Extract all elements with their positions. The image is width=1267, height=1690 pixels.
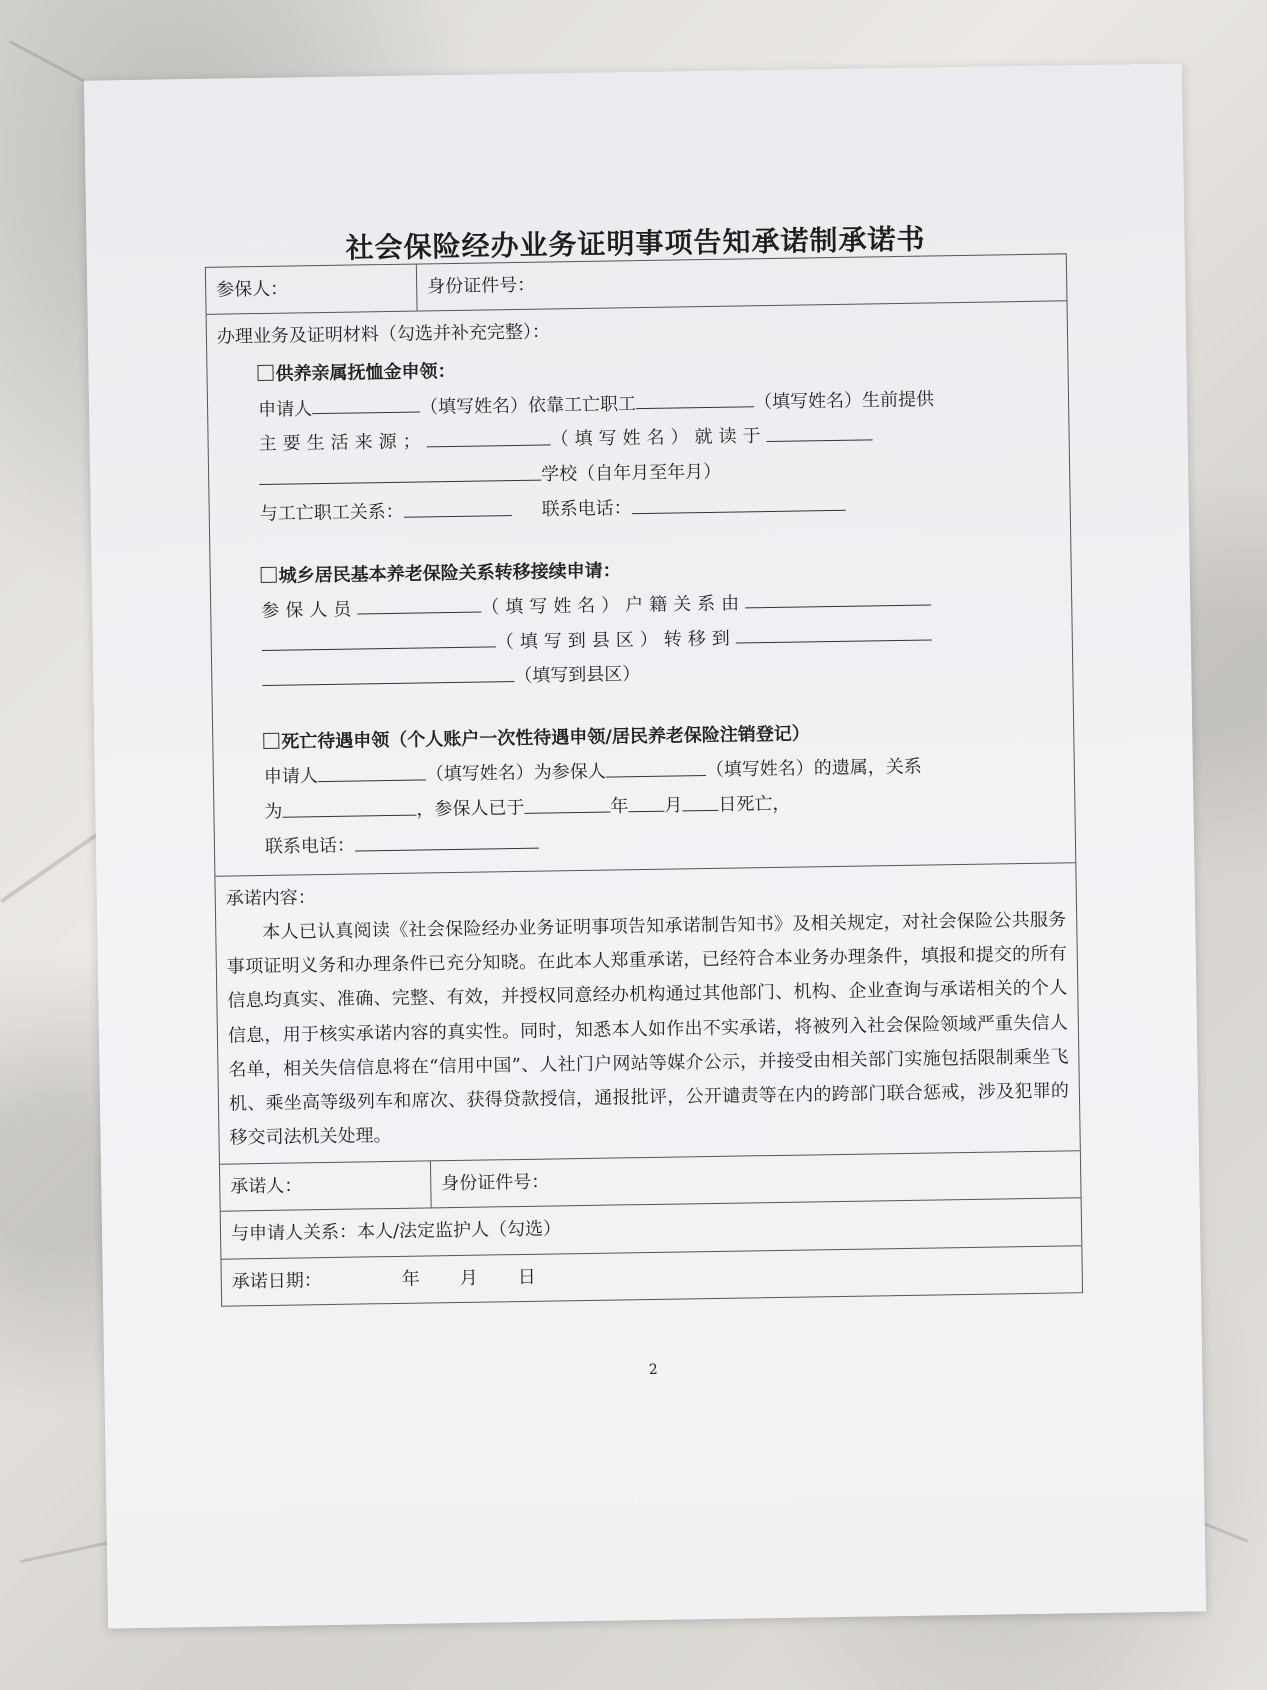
insured-cell[interactable] bbox=[206, 265, 417, 314]
s1-relation-label: 与工亡职工关系： bbox=[259, 501, 404, 525]
insured-label: 参保人： bbox=[216, 278, 289, 301]
s2-transfer-to-text: （填写到县区）转移到 bbox=[495, 627, 736, 653]
s3-applicant-label: 申请人 bbox=[263, 766, 319, 788]
date-day-label: 日 bbox=[517, 1266, 536, 1288]
s1-name-blank[interactable] bbox=[426, 423, 550, 448]
page-number: 2 bbox=[648, 1361, 658, 1379]
s3-died-on-text: ，参保人已于 bbox=[416, 797, 525, 821]
s2-county-text: （填写到县区） bbox=[514, 664, 641, 688]
s3-survivor-text: （填写姓名）的遗属，关系 bbox=[705, 756, 922, 782]
death-benefit-title: 死亡待遇申领（个人账户一次性待遇申领/居民养老保险注销登记） bbox=[281, 723, 811, 753]
s2-from-blank-1[interactable] bbox=[745, 583, 931, 609]
s3-year-label: 年 bbox=[610, 796, 629, 818]
s1-school-blank-2[interactable] bbox=[259, 458, 541, 485]
s3-month-blank[interactable] bbox=[628, 789, 664, 812]
document-title: 社会保险经办业务证明事项告知承诺制承诺书 bbox=[345, 222, 926, 265]
s3-phone-blank[interactable] bbox=[355, 826, 539, 851]
s1-phone-blank[interactable] bbox=[631, 488, 845, 514]
promisor-cell[interactable] bbox=[220, 1162, 431, 1211]
s1-applicant-label: 申请人 bbox=[257, 398, 313, 421]
s1-studying-text: （填写姓名）就读于 bbox=[550, 425, 767, 451]
pledge-body: 本人已认真阅读《社会保险经办业务证明事项告知承诺制告知书》及相关规定，对社会保险公共服务事项证明义务和办理条件已充分知晓。在此本人郑重承诺，已经符合本业务办理条件，填报和提交的所有信息均真实、准确、完整、有效，并授权同意经办机构通过其他部门、机构、企业查询与承诺相关的个人信息，用于核实承诺内容的真实性。同时，知悉本人如作出不实承诺，将被列入社会保险领域严重失信人名单，相关失信信息将在“信用中国”、人社门户网站等媒介公示，并接受由相关部门实施包括限制乘坐飞机、乘坐高等级列车和席次、获得贷款授信，通报批评，公开谴责等在内的跨部门联合惩戒，涉及犯罪的移交司法机关处理。 bbox=[226, 909, 1070, 1149]
s3-day-blank[interactable] bbox=[682, 788, 718, 811]
s1-deceased-worker-blank[interactable] bbox=[636, 385, 754, 409]
s3-day-label: 日死亡， bbox=[718, 793, 791, 816]
s3-insured-text: （填写姓名）为参保人 bbox=[425, 761, 606, 786]
s3-year-blank[interactable] bbox=[524, 790, 610, 814]
s2-insured-name-blank[interactable] bbox=[357, 590, 481, 615]
pledge-cell bbox=[215, 863, 1079, 1164]
s1-relation-blank[interactable] bbox=[403, 493, 511, 517]
s1-applicant-name-blank[interactable] bbox=[312, 390, 420, 414]
relation-text: 与申请人关系：本人/法定监护人（勾选） bbox=[230, 1218, 562, 1245]
s1-phone-label: 联系电话： bbox=[541, 497, 632, 521]
survivor-pension-title: 供养亲属抚恤金申领： bbox=[275, 361, 456, 386]
s1-school-blank-1[interactable] bbox=[766, 418, 872, 442]
survivor-pension-checkbox[interactable] bbox=[257, 365, 273, 381]
commitment-form bbox=[205, 253, 1083, 1306]
materials-row bbox=[207, 301, 1076, 876]
date-label: 承诺日期： bbox=[231, 1269, 322, 1293]
pension-transfer-checkbox[interactable] bbox=[261, 566, 277, 582]
date-month-label: 月 bbox=[459, 1267, 478, 1289]
s2-household-from-text: （填写姓名）户籍关系由 bbox=[481, 592, 746, 619]
s3-insured-name-blank[interactable] bbox=[606, 753, 706, 777]
s3-relation-label: 为 bbox=[264, 801, 283, 823]
s3-month-label: 月 bbox=[664, 795, 683, 817]
s1-dependent-text: （填写姓名）依靠工亡职工 bbox=[419, 393, 637, 418]
s1-provided-text: （填写姓名）生前提供 bbox=[753, 388, 935, 413]
pledge-heading: 承诺内容： bbox=[225, 886, 316, 910]
death-benefit-checkbox[interactable] bbox=[263, 733, 279, 749]
section-survivor-pension bbox=[257, 348, 936, 532]
pension-transfer-title: 城乡居民基本养老保险关系转移接续申请： bbox=[278, 560, 621, 587]
pledge-row bbox=[215, 863, 1079, 1165]
materials-cell bbox=[207, 303, 952, 875]
insured-id-label: 身份证件号： bbox=[427, 274, 536, 298]
s3-applicant-name-blank[interactable] bbox=[318, 758, 426, 782]
s3-relation-blank[interactable] bbox=[282, 793, 416, 818]
section-pension-transfer bbox=[260, 549, 938, 698]
materials-heading: 办理业务及证明材料（勾选并补充完整）： bbox=[216, 321, 551, 348]
s2-to-blank-2[interactable] bbox=[262, 659, 514, 686]
s2-to-blank-1[interactable] bbox=[735, 618, 931, 644]
promisor-id-label: 身份证件号： bbox=[441, 1171, 550, 1195]
s1-livelihood-text: 主要生活来源； bbox=[258, 431, 427, 455]
s2-insured-person-label: 参保人员 bbox=[261, 598, 358, 622]
promisor-label: 承诺人： bbox=[230, 1175, 303, 1198]
s3-phone-label: 联系电话： bbox=[264, 835, 356, 858]
paper-sheet bbox=[84, 63, 1206, 1628]
date-year-label: 年 bbox=[401, 1268, 420, 1290]
s2-from-blank-2[interactable] bbox=[262, 625, 496, 651]
section-death-benefit bbox=[263, 716, 941, 865]
s1-school-period-text: 学校（自年月至年月） bbox=[540, 461, 722, 486]
